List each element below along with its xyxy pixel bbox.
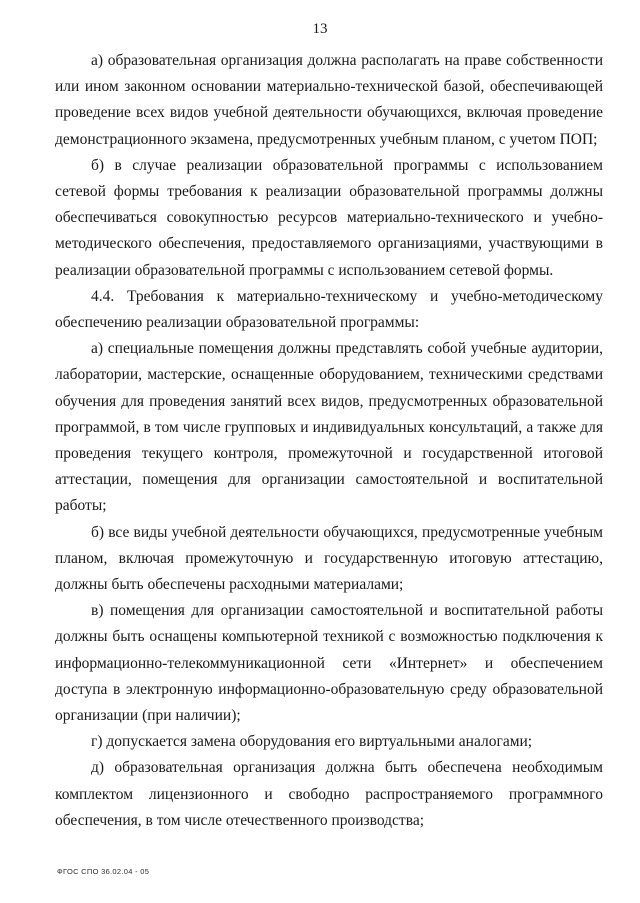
- paragraph-a-special-rooms: а) специальные помещения должны представлять собой учебные аудитории, лаборатории, мастерские, оснащенные оборудованием, техническими средствами обучения для проведения занятий всех видов, предусмотренных образовательной программой, в том числе групповых и индивидуальных консультаций, а также для проведения текущего контроля, промежуточной и государственной итоговой аттестации, помещения для организации самостоятельной и воспитательной работы;: [55, 340, 603, 515]
- page-number: 13: [312, 21, 328, 37]
- paragraph-d-software: д) образовательная организация должна быть обеспечена необходимым комплектом лицензионного и свободно распространяемого программного обеспечения, в том числе отечественного производства;: [55, 759, 603, 829]
- paragraph-a-material-base: а) образовательная организация должна располагать на праве собственности или ином законном основании материально-технической базой, обеспечивающей проведение всех видов учебной деятельности обучающихся, включая проведение демонстрационного экзамена, предусмотренных учебным планом, с учетом ПОП;: [55, 52, 603, 148]
- paragraph-b-consumables: б) все виды учебной деятельности обучающихся, предусмотренные учебным планом, включая промежуточную и государственную итоговую аттестацию, должны быть обеспечены расходными материалами;: [55, 523, 603, 594]
- footer-document-code: ФГОС СПО 36.02.04 - 05: [57, 867, 150, 876]
- paragraph-b-network-form: б) в случае реализации образовательной программы с использованием сетевой формы требования к реализации образовательной программы должны обеспечиваться совокупностью ресурсов материально-технического и учебно-методического обеспечения, предоставляемого организациями, участвующими в реализации образовательной программы с использованием сетевой формы.: [55, 156, 603, 279]
- paragraph-g-virtual-analogues: г) допускается замена оборудования его виртуальными аналогами;: [91, 733, 533, 751]
- paragraph-v-computer-equipment: в) помещения для организации самостоятельной и воспитательной работы должны быть оснащены компьютерной техникой с возможностью подключения к информационно-телекоммуникационной сети «Интернет» и обеспечением доступа в электронную информационно-образовательную среду образовательной организации (при наличии);: [55, 602, 603, 725]
- paragraph-section-4-4: 4.4. Требования к материально-техническому и учебно-методическому обеспечению реализации образовательной программы:: [55, 287, 603, 332]
- document-body: [55, 0, 603, 834]
